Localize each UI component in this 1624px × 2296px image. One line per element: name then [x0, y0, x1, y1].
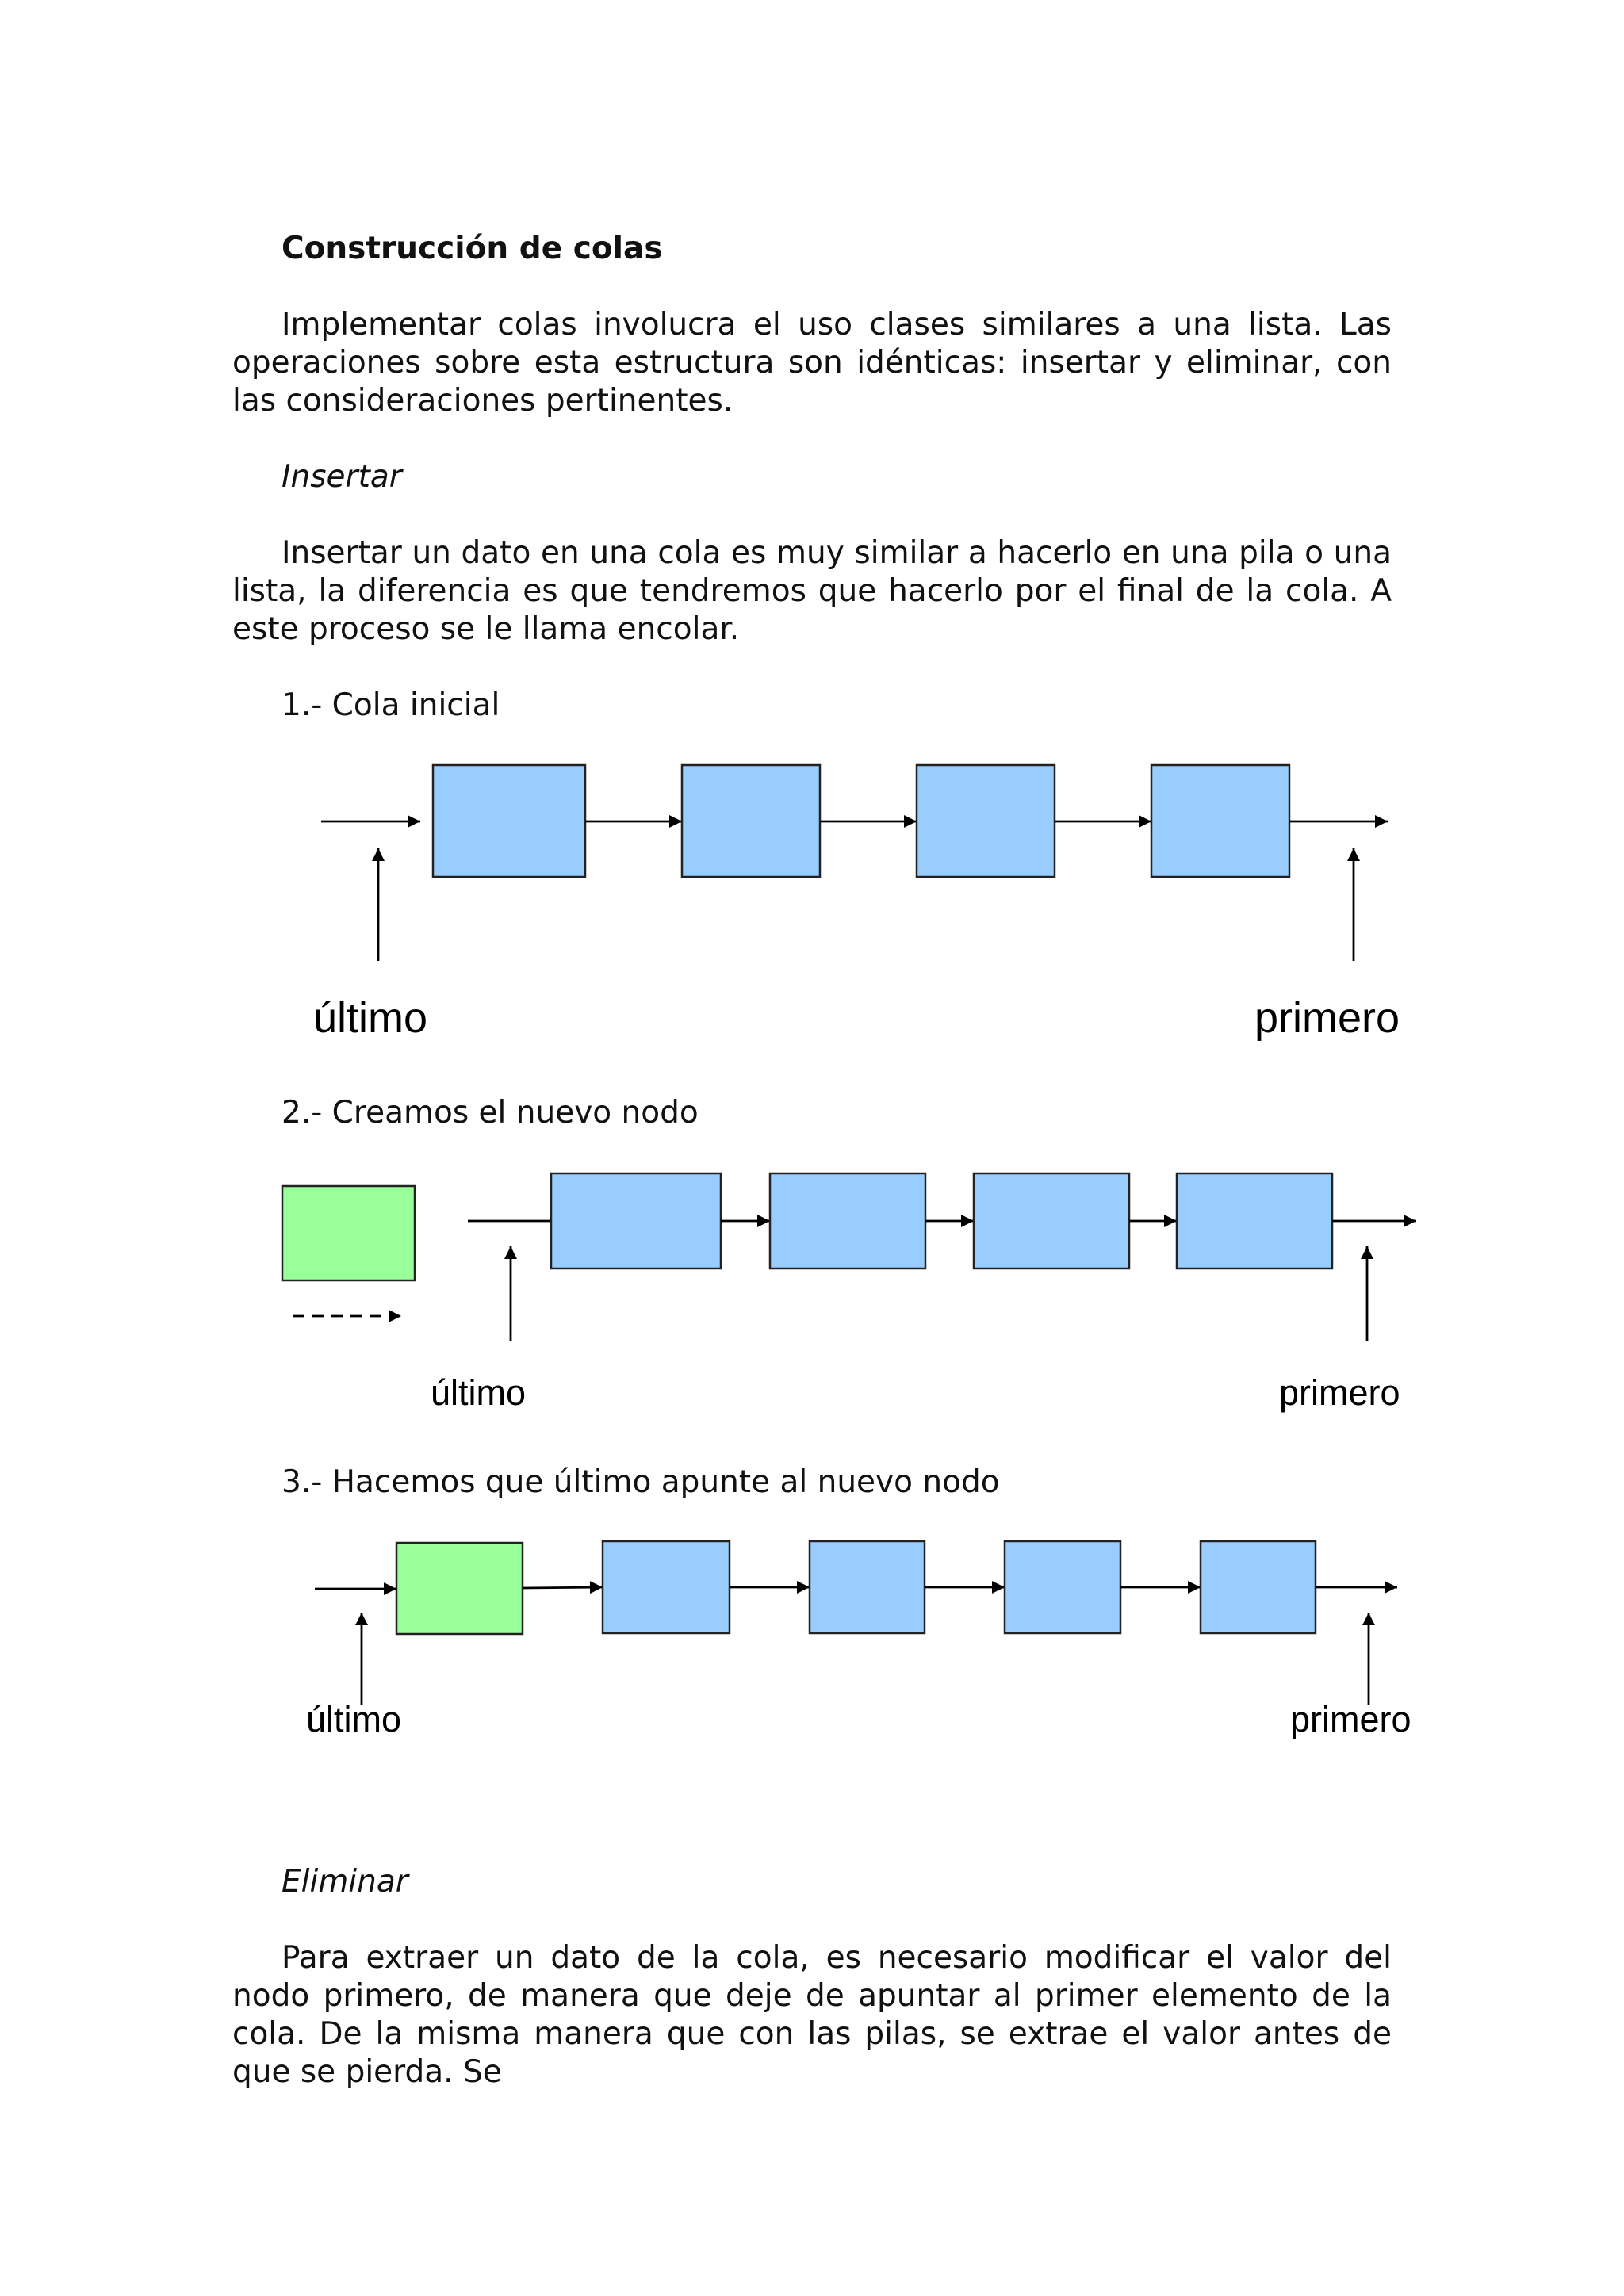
- queue-node: [974, 1173, 1129, 1269]
- queue-node: [433, 765, 585, 877]
- eliminar-subheading: Eliminar: [282, 1864, 408, 1900]
- step-1-label: 1.- Cola inicial: [282, 687, 500, 723]
- insertar-paragraph: Insertar un dato en una cola es muy similar a hacerlo en una pila o una lista, la diferencia es que tendremos que hacerlo por el final de la cola. A este proceso se le llama encolar.: [232, 535, 1392, 647]
- insertar-subheading: Insertar: [282, 459, 402, 495]
- queue-node: [1201, 1541, 1316, 1633]
- primero-label: primero: [1254, 994, 1400, 1042]
- queue-node: [770, 1173, 925, 1269]
- diagram-cola-inicial: [313, 765, 1400, 1042]
- eliminar-paragraph: Para extraer un dato de la cola, es necesario modificar el valor del nodo primero, de manera que deje de apuntar al primer elemento de la cola. De la misma manera que con las pilas, se extrae el valor antes de que se pierda. Se: [232, 1940, 1392, 2090]
- link-arrow: [523, 1587, 603, 1588]
- queue-node: [682, 765, 820, 877]
- queue-node: [603, 1541, 730, 1633]
- ultimo-label: último: [431, 1372, 527, 1413]
- intro-paragraph: Implementar colas involucra el uso clases similares a una lista. Las operaciones sobre esta estructura son idénticas: insertar y eliminar, con las consideraciones pertinentes.: [232, 307, 1392, 419]
- ultimo-label: último: [313, 994, 428, 1042]
- diagram-nuevo-nodo: [282, 1173, 1416, 1413]
- ultimo-label: último: [306, 1699, 402, 1739]
- primero-label: primero: [1290, 1699, 1411, 1739]
- step-3-label: 3.- Hacemos que último apunte al nuevo nodo: [282, 1464, 1000, 1500]
- new-node: [282, 1186, 415, 1280]
- diagram-ultimo-apunta: [306, 1541, 1411, 1739]
- primero-label: primero: [1279, 1372, 1400, 1413]
- queue-node: [551, 1173, 721, 1269]
- queue-node: [1177, 1173, 1332, 1269]
- new-node: [396, 1543, 523, 1634]
- queue-node: [810, 1541, 925, 1633]
- queue-node: [917, 765, 1055, 877]
- queue-node: [1005, 1541, 1120, 1633]
- queue-node: [1151, 765, 1289, 877]
- step-2-label: 2.- Creamos el nuevo nodo: [282, 1095, 699, 1131]
- section-heading: Construcción de colas: [282, 231, 663, 266]
